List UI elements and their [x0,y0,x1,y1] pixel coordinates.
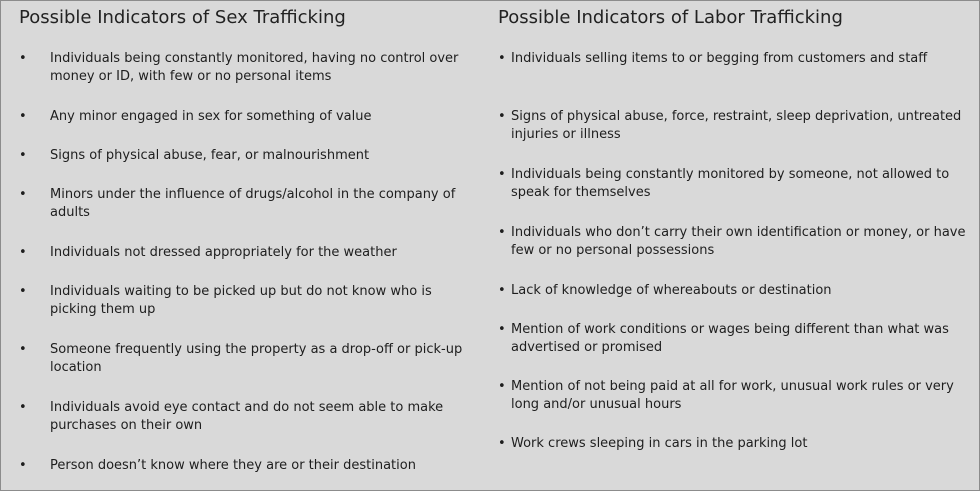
list-item-text: Individuals who don’t carry their own identification or money, or have few or no personal possessions [511,225,966,258]
bullet-icon: • [19,400,27,415]
bullet-icon: • [498,379,506,394]
list-item-text: Mention of work conditions or wages being different than what was advertised or promised [511,322,949,355]
list-item-text: Lack of knowledge of whereabouts or destination [511,283,832,298]
bullet-icon: • [19,284,27,299]
bullet-icon: • [19,187,27,202]
list-item-text: Mention of not being paid at all for work, unusual work rules or very long and/or unusual hours [511,379,954,412]
list-item-text: Work crews sleeping in cars in the parking lot [511,436,808,451]
sex-trafficking-heading: Possible Indicators of Sex Trafficking [19,7,346,28]
list-item-text: Person doesn’t know where they are or their destination [50,458,416,473]
bullet-icon: • [498,167,506,182]
bullet-icon: • [498,109,506,124]
bullet-icon: • [19,342,27,357]
list-item-text: Individuals not dressed appropriately for the weather [50,245,397,260]
list-item-text: Signs of physical abuse, fear, or malnourishment [50,148,370,163]
list-item-text: Minors under the influence of drugs/alcohol in the company of adults [50,187,456,220]
labor-trafficking-heading: Possible Indicators of Labor Trafficking [498,7,843,28]
list-item-text: Any minor engaged in sex for something of value [50,109,372,124]
list-item-text: Individuals selling items to or begging from customers and staff [511,51,928,66]
bullet-icon: • [19,51,27,66]
bullet-icon: • [19,109,27,124]
list-item-text: Individuals being constantly monitored by someone, not allowed to speak for themselves [511,167,950,200]
list-item-text: Individuals being constantly monitored, having no control over money or ID, with few or no personal items [50,51,459,84]
bullet-icon: • [19,148,27,163]
list-item-text: Individuals avoid eye contact and do not seem able to make purchases on their own [50,400,444,433]
list-item-text: Someone frequently using the property as a drop-off or pick-up location [50,342,463,375]
bullet-icon: • [19,458,27,473]
list-item-text: Signs of physical abuse, force, restraint, sleep deprivation, untreated injuries or illness [511,109,962,142]
bullet-icon: • [498,436,506,451]
bullet-icon: • [498,51,506,66]
bullet-icon: • [19,245,27,260]
bullet-icon: • [498,322,506,337]
list-item-text: Individuals waiting to be picked up but do not know who is picking them up [50,284,432,317]
bullet-icon: • [498,283,506,298]
bullet-icon: • [498,225,506,240]
